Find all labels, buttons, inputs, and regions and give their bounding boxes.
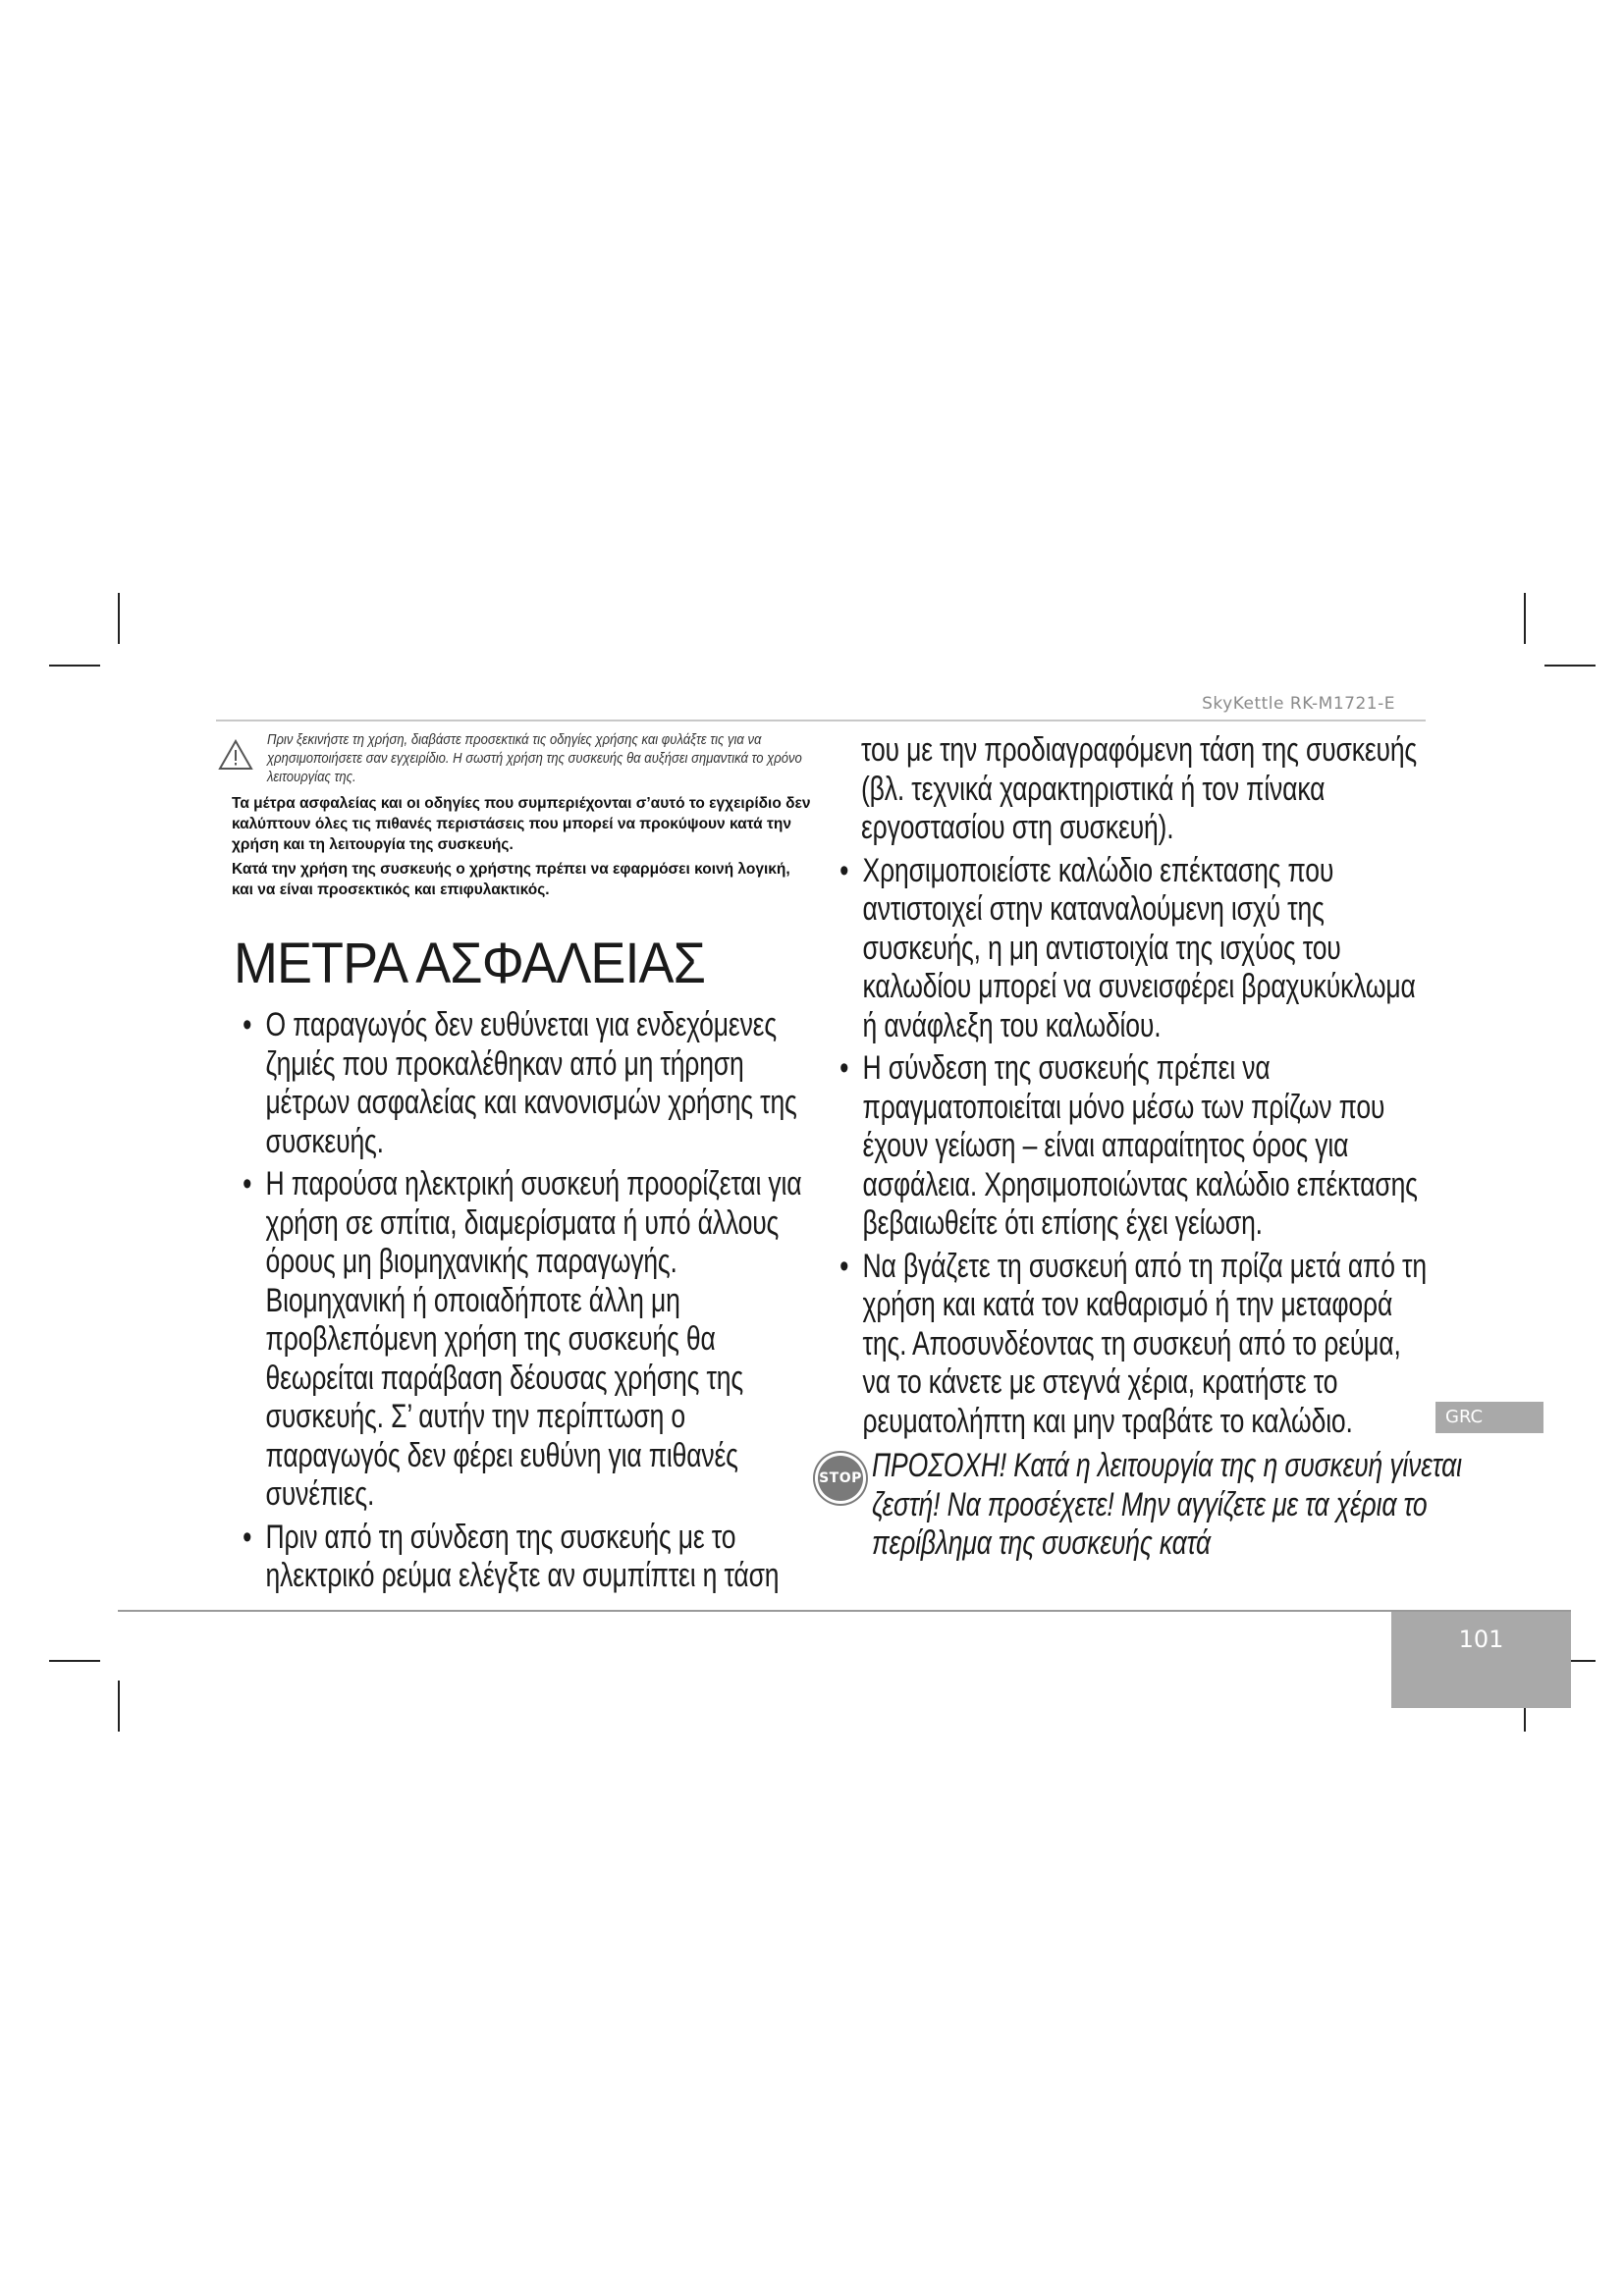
crop-mark (1544, 665, 1596, 667)
list-item: • Πριν από τη σύνδεση της συσκευής με το ηλεκτρικό ρεύμα ελέγξτε αν συμπίπτει η τάση (226, 1519, 816, 1596)
footer-divider (118, 1610, 1571, 1612)
language-tab: GRC (1435, 1402, 1543, 1433)
list-item: • Η παρούσα ηλεκτρική συσκευή προορίζεται για χρήση σε σπίτια, διαμερίσματα ή υπό άλλους όρους μη βιομηχανικής παραγωγής. Βιομηχανική ή οποιαδήποτε άλλη μη προβλεπόμενη χρήση της συσκευής θα θεωρείται παράβαση δέουσας χρήσης της συσκευής. Σ’ αυτήν την περίπτωση ο παραγωγός δεν φέρει ευθύνη για πιθανές συνέπιες. (226, 1165, 816, 1515)
list-item-continuation: του με την προδιαγραφόμενη τάση της συσκευής (βλ. τεχνικά χαρακτηριστικά ή τον πίνακα εργοστασίου στη συσκευή). (861, 731, 1418, 846)
safety-list-right (823, 852, 1428, 1442)
list-item: • Ο παραγωγός δεν ευθύνεται για ενδεχόμενες ζημιές που προκαλέθηκαν από μη τήρηση μέτρων ασφαλείας και κανονισμών χρήσης της συσκευής. (226, 1006, 816, 1161)
safety-disclaimer: Τα μέτρα ασφαλείας και οι οδηγίες που συμπεριέχονται σ’αυτό το εγχειρίδιο δεν καλύπτουν όλες τις πιθανές περιστάσεις που μπορεί να προκύψουν κατά την χρήση και τη λειτουργία της συσκευής. (232, 795, 811, 853)
section-title: ΜΕΤΡΑ ΑΣΦΑΛΕΙΑΣ (234, 932, 705, 995)
safety-list-left (226, 1006, 816, 1596)
warning-triangle-icon (218, 739, 253, 771)
crop-mark (118, 1681, 120, 1732)
list-item: • Η σύνδεση της συσκευής πρέπει να πραγματοποιείται μόνο μέσω των πρίζων που έχουν γείωση – είναι απαραίτητος όρος για ασφάλεια. Χρησιμοποιώντας καλώδιο επέκτασης βεβαιωθείτε ότι επίσης έχει γείωση. (823, 1049, 1428, 1244)
crop-mark (1524, 593, 1526, 644)
common-sense-note: Κατά την χρήση της συσκευής ο χρήστης πρέπει να εφαρμόσει κοινή λογική, και να είναι προσεκτικός και επιφυλακτικός. (232, 861, 790, 898)
stop-sign-icon: STOP (815, 1453, 866, 1504)
header-divider (216, 720, 1426, 721)
intro-text: Πριν ξεκινήστε τη χρήση, διαβάστε προσεκτικά τις οδηγίες χρήσης και φυλάξτε τις για να χρησιμοποιήσετε σαν εγχειρίδιο. Η σωστή χρήση της συσκευής θα αυξήσει σημαντικά το χρόνο λειτουργίας της. (267, 732, 802, 785)
header-model: SkyKettle RK-M1721-E (1202, 694, 1395, 714)
intro-notice (218, 731, 807, 787)
crop-mark (118, 593, 120, 644)
crop-mark (49, 1660, 100, 1662)
stop-warning (819, 1447, 1462, 1564)
crop-mark (49, 665, 100, 667)
page-number: 101 (1458, 1626, 1504, 1653)
list-item: • Χρησιμοποιείστε καλώδιο επέκτασης που αντιστοιχεί στην καταναλούμενη ισχύ της συσκευής, η μη αντιστοιχία της ισχύος του καλωδίου μπορεί να συνεισφέρει βραχυκύκλωμα ή ανάφλεξη του καλωδίου. (823, 852, 1428, 1046)
left-column (218, 731, 811, 1600)
page-number-box (1391, 1612, 1571, 1708)
stop-warning-text: ΠΡΟΣΟΧΗ! Κατά η λειτουργία της η συσκευή γίνεται ζεστή! Να προσέχετε! Μην αγγίζετε με τα χέρια το περίβλημα της συσκευής κατά (872, 1447, 1462, 1562)
right-column (819, 731, 1462, 1564)
list-item: • Να βγάζετε τη συσκευή από τη πρίζα μετά από τη χρήση και κατά τον καθαρισμό ή την μεταφορά της. Αποσυνδέοντας τη συσκευή από το ρεύμα, να το κάνετε με στεγνά χέρια, κρατήστε το ρευματολήπτη και μην τραβάτε το καλώδιο. (823, 1248, 1428, 1442)
